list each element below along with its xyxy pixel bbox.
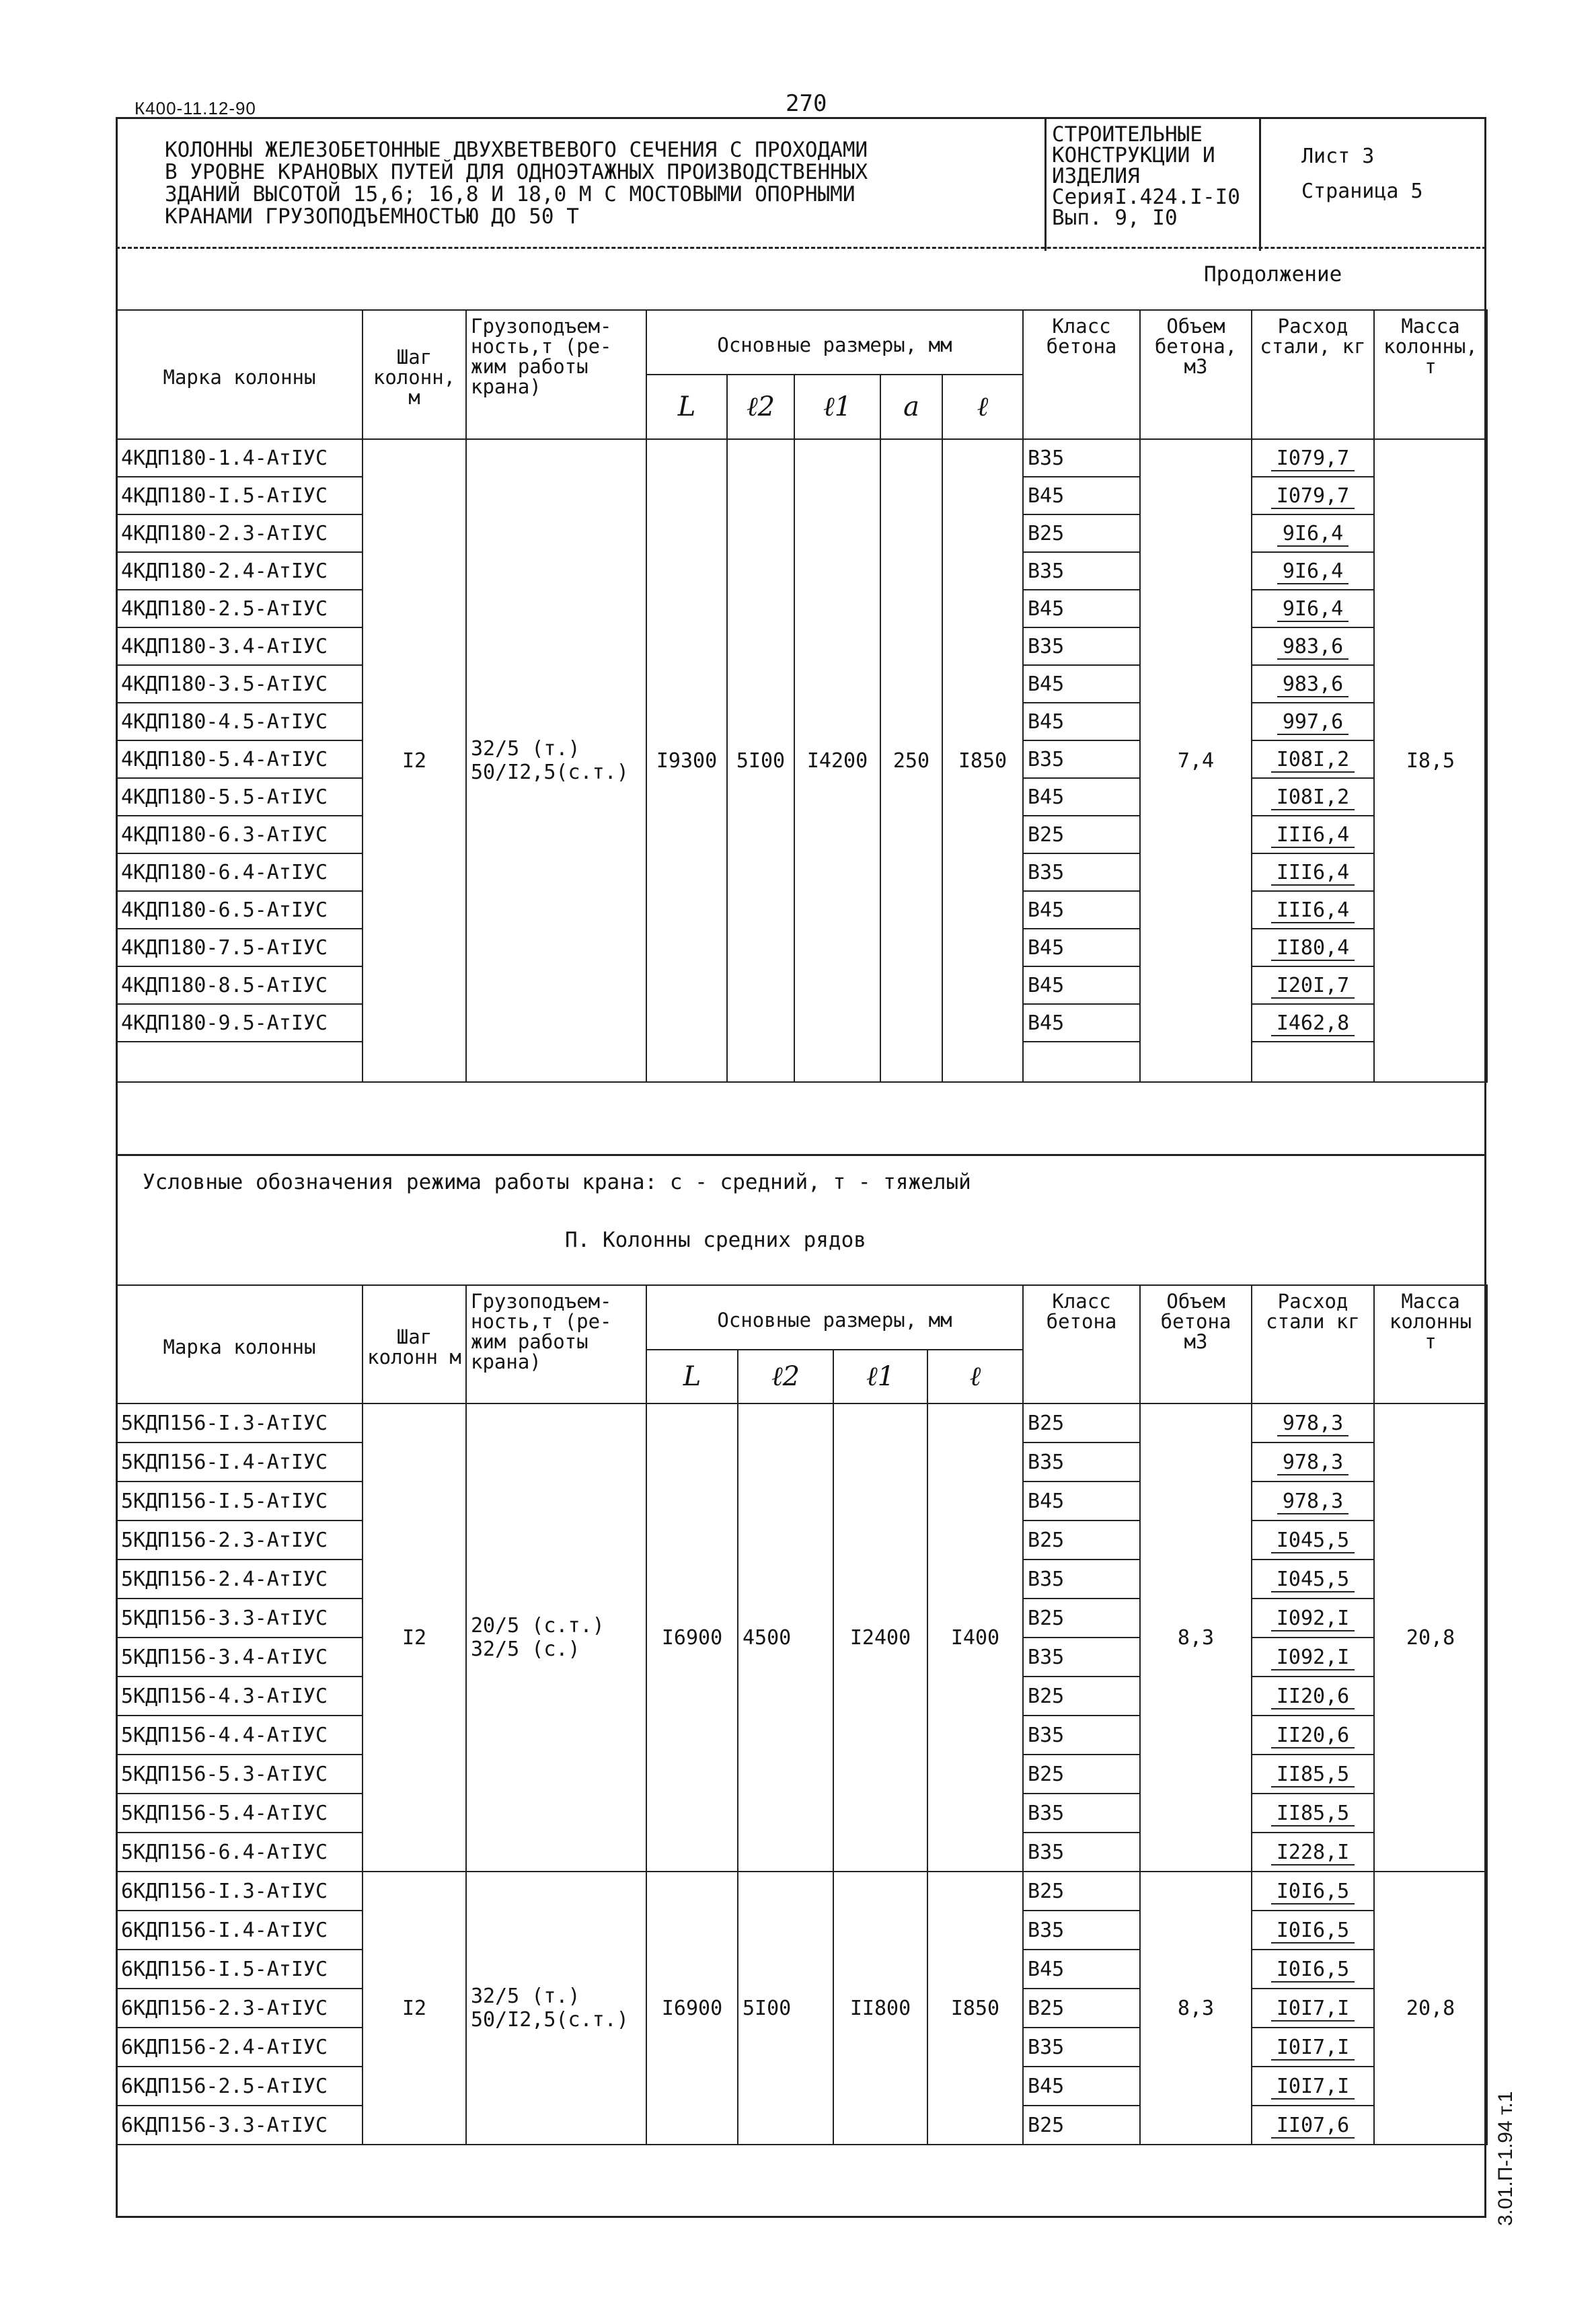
side-stamp: 3.01.П-1.94 т.1 xyxy=(1494,2091,1517,2226)
steel-cell xyxy=(1252,552,1374,590)
table-row xyxy=(116,439,1487,477)
col-mass: Масса колонны, т xyxy=(1374,310,1487,439)
table-row xyxy=(116,1403,1487,1442)
mark-cell: 4КДП180-7.5-АтIУС xyxy=(116,929,363,966)
class-cell: B25 xyxy=(1023,514,1140,552)
steel-cell xyxy=(1252,2028,1374,2067)
steel-cell xyxy=(1252,1004,1374,1042)
mass-cell: 20,8 xyxy=(1374,1872,1487,2145)
mark-cell: 5КДП156-4.3-АтIУС xyxy=(116,1677,363,1716)
mark-cell: 4КДП180-5.5-АтIУС xyxy=(116,778,363,816)
steel-value: 978,3 xyxy=(1277,1490,1348,1514)
document-title xyxy=(165,139,1140,228)
section-title: П. Колонны средних рядов xyxy=(565,1228,866,1252)
mark-cell xyxy=(116,1042,363,1082)
steel-cell xyxy=(1252,1794,1374,1833)
mark-cell: 4КДП180-1.4-АтIУС xyxy=(116,439,363,477)
continuation-label: Продолжение xyxy=(1204,262,1342,286)
class-cell: B35 xyxy=(1023,1794,1140,1833)
mark-cell: 5КДП156-3.4-АтIУС xyxy=(116,1638,363,1677)
steel-value: 9I6,4 xyxy=(1277,522,1348,547)
col-volume: Объем бетона м3 xyxy=(1140,1285,1252,1403)
l2-cell: 4500 xyxy=(738,1403,833,1872)
class-cell: B45 xyxy=(1023,2067,1140,2106)
mark-cell: 4КДП180-9.5-АтIУС xyxy=(116,1004,363,1042)
class-cell: B35 xyxy=(1023,439,1140,477)
mark-cell: 5КДП156-2.4-АтIУС xyxy=(116,1560,363,1599)
steel-cell xyxy=(1252,816,1374,853)
mass-cell: I8,5 xyxy=(1374,439,1487,1082)
steel-value: II80,4 xyxy=(1271,936,1355,961)
col-steel: Расход стали, кг xyxy=(1252,310,1374,439)
steel-value: I079,7 xyxy=(1271,484,1355,509)
steel-cell xyxy=(1252,439,1374,477)
steel-cell xyxy=(1252,853,1374,891)
steel-value: I0I6,5 xyxy=(1271,1958,1355,1983)
col-dim-L: L xyxy=(646,375,727,439)
steel-cell xyxy=(1252,2106,1374,2145)
steel-value: 9I6,4 xyxy=(1277,597,1348,622)
class-cell: B45 xyxy=(1023,1004,1140,1042)
steel-cell xyxy=(1252,477,1374,514)
class-cell: B45 xyxy=(1023,891,1140,929)
series-line: СерияI.424.I-I0 xyxy=(1052,185,1240,209)
steel-value: 997,6 xyxy=(1277,710,1348,735)
steel-cell xyxy=(1252,1638,1374,1677)
col-volume: Объем бетона, м3 xyxy=(1140,310,1252,439)
class-cell: B25 xyxy=(1023,2106,1140,2145)
class-cell: B25 xyxy=(1023,816,1140,853)
class-cell: B25 xyxy=(1023,1521,1140,1560)
steel-cell xyxy=(1252,740,1374,778)
col-dims: Основные размеры, мм xyxy=(646,1285,1023,1350)
mark-cell: 5КДП156-5.4-АтIУС xyxy=(116,1794,363,1833)
col-dim-l1: ℓ1 xyxy=(794,375,880,439)
page-label: Страница 5 xyxy=(1301,180,1423,203)
mark-cell: 4КДП180-2.4-АтIУС xyxy=(116,552,363,590)
steel-cell xyxy=(1252,1677,1374,1716)
title-line: В УРОВНЕ КРАНОВЫХ ПУТЕЙ ДЛЯ ОДНОЭТАЖНЫХ ПРОИЗВОДСТВЕННЫХ xyxy=(165,160,868,184)
steel-cell xyxy=(1252,627,1374,665)
steel-value: I08I,2 xyxy=(1271,748,1355,773)
L-cell: I6900 xyxy=(646,1872,738,2145)
steel-cell xyxy=(1252,1716,1374,1755)
steel-cell xyxy=(1252,665,1374,703)
volume-cell: 8,3 xyxy=(1140,1403,1252,1872)
steel-cell xyxy=(1252,929,1374,966)
steel-value: II20,6 xyxy=(1271,1685,1355,1709)
class-cell: B25 xyxy=(1023,1599,1140,1638)
class-cell: B45 xyxy=(1023,966,1140,1004)
steel-value: I092,I xyxy=(1271,1646,1355,1670)
mark-cell: 5КДП156-I.5-АтIУС xyxy=(116,1482,363,1521)
mark-cell: 6КДП156-2.3-АтIУС xyxy=(116,1989,363,2028)
steel-cell xyxy=(1252,1521,1374,1560)
l1-cell: I2400 xyxy=(833,1403,927,1872)
class-cell: B45 xyxy=(1023,778,1140,816)
steel-value: II85,5 xyxy=(1271,1802,1355,1826)
col-capacity: Грузоподъем-ность,т (ре-жим работы крана) xyxy=(466,1285,646,1403)
mark-cell: 4КДП180-6.4-АтIУС xyxy=(116,853,363,891)
a-cell: 250 xyxy=(880,439,942,1082)
class-cell: B45 xyxy=(1023,929,1140,966)
mark-cell: 6КДП156-2.4-АтIУС xyxy=(116,2028,363,2067)
steel-value: III6,4 xyxy=(1271,823,1355,848)
table-row xyxy=(116,1872,1487,1911)
steel-value: 978,3 xyxy=(1277,1451,1348,1475)
mark-cell: 6КДП156-I.5-АтIУС xyxy=(116,1950,363,1989)
L-cell: I9300 xyxy=(646,439,727,1082)
series-block xyxy=(1044,119,1261,251)
steel-value: I0I7,I xyxy=(1271,2036,1355,2061)
mark-cell: 4КДП180-8.5-АтIУС xyxy=(116,966,363,1004)
steel-cell xyxy=(1252,1599,1374,1638)
class-cell: B35 xyxy=(1023,1638,1140,1677)
series-line: СТРОИТЕЛЬНЫЕ xyxy=(1052,122,1203,147)
class-cell: B35 xyxy=(1023,853,1140,891)
class-cell: B45 xyxy=(1023,665,1140,703)
document-code: К400-11.12-90 xyxy=(135,98,256,118)
mark-cell: 6КДП156-2.5-АтIУС xyxy=(116,2067,363,2106)
col-dim-b: ℓ xyxy=(942,375,1023,439)
steel-value: I045,5 xyxy=(1271,1568,1355,1592)
class-cell: B25 xyxy=(1023,1755,1140,1794)
col-step: Шаг колонн м xyxy=(363,1285,466,1403)
col-mark: Марка колонны xyxy=(116,1285,363,1403)
col-steel: Расход стали кг xyxy=(1252,1285,1374,1403)
col-mass: Масса колонны т xyxy=(1374,1285,1487,1403)
volume-cell: 8,3 xyxy=(1140,1872,1252,2145)
col-capacity: Грузоподъем-ность,т (ре-жим работы крана) xyxy=(466,310,646,439)
steel-value: I20I,7 xyxy=(1271,974,1355,999)
steel-cell xyxy=(1252,1833,1374,1872)
mass-cell: 20,8 xyxy=(1374,1403,1487,1872)
capacity-cell: 20/5 (с.т.) 32/5 (с.) xyxy=(466,1403,646,1872)
steel-value: III6,4 xyxy=(1271,861,1355,886)
sheet-info xyxy=(1301,139,1423,209)
class-cell: B45 xyxy=(1023,590,1140,627)
mark-cell: 4КДП180-3.4-АтIУС xyxy=(116,627,363,665)
step-cell: I2 xyxy=(363,1403,466,1872)
steel-cell xyxy=(1252,1950,1374,1989)
l2-cell: 5I00 xyxy=(738,1872,833,2145)
capacity-cell: 32/5 (т.) 50/I2,5(с.т.) xyxy=(466,439,646,1082)
steel-value: II20,6 xyxy=(1271,1724,1355,1748)
steel-value: I0I7,I xyxy=(1271,1997,1355,2022)
steel-value: 978,3 xyxy=(1277,1412,1348,1436)
steel-value: I228,I xyxy=(1271,1841,1355,1865)
class-cell: B25 xyxy=(1023,1872,1140,1911)
mark-cell: 5КДП156-I.3-АтIУС xyxy=(116,1403,363,1442)
col-dim-a: a xyxy=(880,375,942,439)
title-line: ЗДАНИЙ ВЫСОТОЙ 15,6; 16,8 И 18,0 М С МОСТОВЫМИ ОПОРНЫМИ xyxy=(165,182,856,206)
class-cell: B35 xyxy=(1023,1716,1140,1755)
class-cell: B25 xyxy=(1023,1677,1140,1716)
col-dim-b: ℓ xyxy=(927,1350,1023,1403)
mark-cell: 4КДП180-I.5-АтIУС xyxy=(116,477,363,514)
mark-cell: 5КДП156-I.4-АтIУС xyxy=(116,1442,363,1482)
b-cell: I850 xyxy=(942,439,1023,1082)
steel-value: I08I,2 xyxy=(1271,785,1355,810)
class-cell: B25 xyxy=(1023,1403,1140,1442)
class-cell: B35 xyxy=(1023,2028,1140,2067)
steel-cell xyxy=(1252,891,1374,929)
steel-cell xyxy=(1252,778,1374,816)
b-cell: I850 xyxy=(927,1872,1023,2145)
steel-value: 983,6 xyxy=(1277,635,1348,660)
class-cell: B35 xyxy=(1023,1833,1140,1872)
col-dim-l2: ℓ2 xyxy=(727,375,794,439)
sheet-number: Лист 3 xyxy=(1301,145,1375,168)
mark-cell: 5КДП156-3.3-АтIУС xyxy=(116,1599,363,1638)
capacity-cell: 32/5 (т.) 50/I2,5(с.т.) xyxy=(466,1872,646,2145)
steel-value: I0I6,5 xyxy=(1271,1880,1355,1905)
steel-cell xyxy=(1252,2067,1374,2106)
steel-value: I0I7,I xyxy=(1271,2075,1355,2100)
steel-cell xyxy=(1252,590,1374,627)
steel-cell xyxy=(1252,1442,1374,1482)
col-dim-l1: ℓ1 xyxy=(833,1350,927,1403)
steel-value: II85,5 xyxy=(1271,1763,1355,1787)
b-cell: I400 xyxy=(927,1403,1023,1872)
col-step: Шаг колонн, м xyxy=(363,310,466,439)
steel-value: I0I6,5 xyxy=(1271,1919,1355,1944)
mark-cell: 4КДП180-3.5-АтIУС xyxy=(116,665,363,703)
l1-cell: I4200 xyxy=(794,439,880,1082)
step-cell: I2 xyxy=(363,1872,466,2145)
class-cell: B35 xyxy=(1023,1911,1140,1950)
title-line: КРАНАМИ ГРУЗОПОДЪЕМНОСТЬЮ ДО 50 Т xyxy=(165,204,579,229)
class-cell: B35 xyxy=(1023,552,1140,590)
title-block xyxy=(116,117,1486,249)
step-cell: I2 xyxy=(363,439,466,1082)
col-dim-L: L xyxy=(646,1350,738,1403)
steel-value: 9I6,4 xyxy=(1277,560,1348,584)
class-cell: B35 xyxy=(1023,740,1140,778)
col-class: Класс бетона xyxy=(1023,1285,1140,1403)
columns-table-middle xyxy=(116,1284,1488,2145)
page-number: 270 xyxy=(786,90,827,117)
L-cell: I6900 xyxy=(646,1403,738,1872)
series-line: ИЗДЕЛИЯ xyxy=(1052,164,1140,188)
mark-cell: 4КДП180-5.4-АтIУС xyxy=(116,740,363,778)
series-line: Вып. 9, I0 xyxy=(1052,206,1178,230)
class-cell: B45 xyxy=(1023,703,1140,740)
steel-value: I045,5 xyxy=(1271,1529,1355,1553)
steel-cell xyxy=(1252,1403,1374,1442)
class-cell: B35 xyxy=(1023,1560,1140,1599)
steel-cell xyxy=(1252,703,1374,740)
steel-value: 983,6 xyxy=(1277,672,1348,697)
steel-cell xyxy=(1252,966,1374,1004)
mark-cell: 5КДП156-2.3-АтIУС xyxy=(116,1521,363,1560)
col-class: Класс бетона xyxy=(1023,310,1140,439)
steel-value: I092,I xyxy=(1271,1607,1355,1631)
steel-value: I462,8 xyxy=(1271,1011,1355,1036)
class-cell xyxy=(1023,1042,1140,1082)
steel-cell xyxy=(1252,1042,1374,1082)
mark-cell: 4КДП180-6.3-АтIУС xyxy=(116,816,363,853)
volume-cell: 7,4 xyxy=(1140,439,1252,1082)
class-cell: B35 xyxy=(1023,627,1140,665)
mark-cell: 6КДП156-I.3-АтIУС xyxy=(116,1872,363,1911)
title-line: КОЛОННЫ ЖЕЛЕЗОБЕТОННЫЕ ДВУХВЕТВЕВОГО СЕЧЕНИЯ С ПРОХОДАМИ xyxy=(165,138,868,162)
class-cell: B45 xyxy=(1023,477,1140,514)
col-dim-l2: ℓ2 xyxy=(738,1350,833,1403)
mark-cell: 4КДП180-6.5-АтIУС xyxy=(116,891,363,929)
class-cell: B25 xyxy=(1023,1989,1140,2028)
steel-value: I079,7 xyxy=(1271,447,1355,471)
mark-cell: 5КДП156-4.4-АтIУС xyxy=(116,1716,363,1755)
mark-cell: 6КДП156-I.4-АтIУС xyxy=(116,1911,363,1950)
class-cell: B35 xyxy=(1023,1442,1140,1482)
steel-value: III6,4 xyxy=(1271,898,1355,923)
steel-cell xyxy=(1252,1872,1374,1911)
mark-cell: 5КДП156-6.4-АтIУС xyxy=(116,1833,363,1872)
mark-cell: 6КДП156-3.3-АтIУС xyxy=(116,2106,363,2145)
col-dims: Основные размеры, мм xyxy=(646,310,1023,375)
mark-cell: 4КДП180-2.3-АтIУС xyxy=(116,514,363,552)
mark-cell: 4КДП180-2.5-АтIУС xyxy=(116,590,363,627)
columns-table-edge xyxy=(116,309,1488,1083)
mark-cell: 4КДП180-4.5-АтIУС xyxy=(116,703,363,740)
steel-cell xyxy=(1252,514,1374,552)
legend-note: Условные обозначения режима работы крана: с - средний, т - тяжелый xyxy=(143,1170,971,1194)
steel-cell xyxy=(1252,1989,1374,2028)
steel-value: II07,6 xyxy=(1271,2114,1355,2139)
steel-cell xyxy=(1252,1911,1374,1950)
steel-cell xyxy=(1252,1482,1374,1521)
divider xyxy=(116,1154,1486,1156)
l2-cell: 5I00 xyxy=(727,439,794,1082)
col-mark: Марка колонны xyxy=(116,310,363,439)
class-cell: B45 xyxy=(1023,1950,1140,1989)
steel-cell xyxy=(1252,1560,1374,1599)
steel-cell xyxy=(1252,1755,1374,1794)
series-line: КОНСТРУКЦИИ И xyxy=(1052,143,1215,167)
class-cell: B45 xyxy=(1023,1482,1140,1521)
l1-cell: II800 xyxy=(833,1872,927,2145)
mark-cell: 5КДП156-5.3-АтIУС xyxy=(116,1755,363,1794)
